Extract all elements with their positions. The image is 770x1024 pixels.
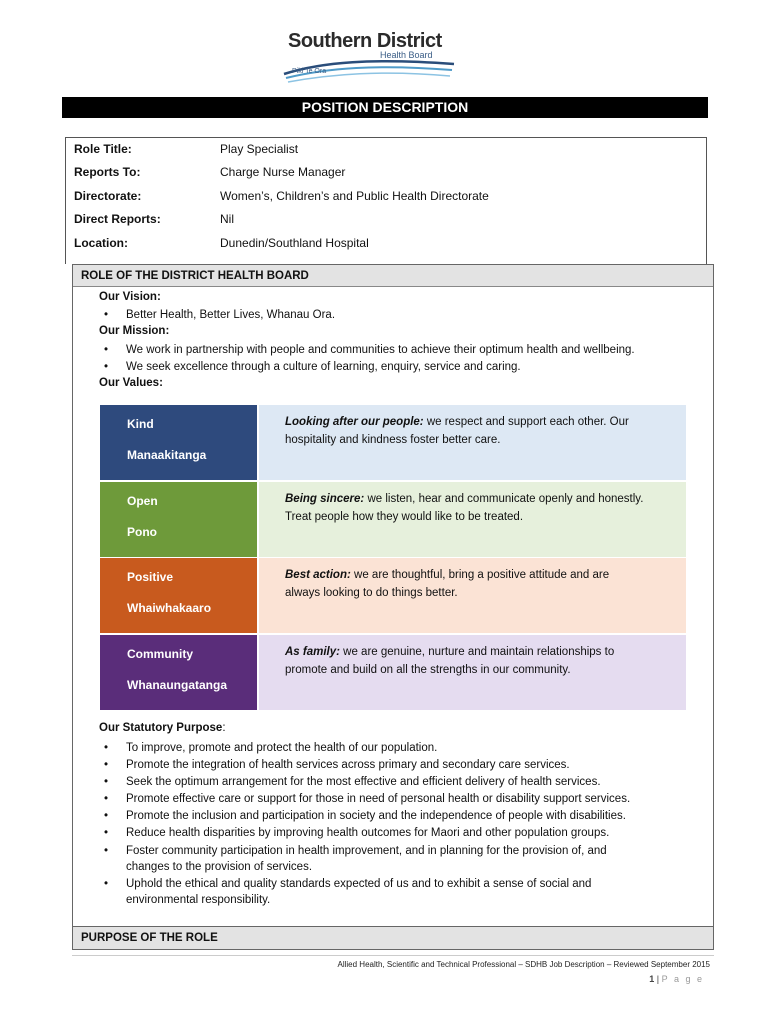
section-heading: ROLE OF THE DISTRICT HEALTH BOARD [73, 265, 713, 287]
info-label: Directorate: [74, 189, 142, 203]
list-item-text: changes to the provision of services. [126, 861, 313, 873]
value-english: Positive [127, 570, 174, 584]
list-item-text: environmental responsibility. [126, 894, 271, 906]
value-desc: always looking to do things better. [285, 587, 458, 599]
statutory-colon: : [222, 722, 226, 734]
value-desc-cell [259, 558, 686, 634]
value-name-cell [100, 405, 258, 481]
list-item-text: Reduce health disparities by improving health outcomes for Maori and other population groups. [126, 827, 610, 839]
bullet-icon: • [104, 827, 109, 839]
values-table [100, 405, 686, 711]
info-value: Charge Nurse Manager [220, 165, 346, 179]
value-name-cell [100, 558, 258, 634]
value-desc: Treat people how they would like to be treated. [285, 511, 524, 523]
value-name-cell [100, 482, 258, 558]
statutory-title-text: Our Statutory Purpose [99, 722, 223, 734]
info-value: Dunedin/Southland Hospital [220, 236, 369, 250]
info-value: Women’s, Children’s and Public Health Directorate [220, 189, 489, 203]
value-name-cell [100, 635, 258, 711]
value-lead: As family: [285, 646, 340, 658]
info-label: Direct Reports: [74, 212, 161, 226]
list-item-text: Seek the optimum arrangement for the most effective and efficient delivery of health services. [126, 776, 601, 788]
list-item-text: Promote effective care or support for those in need of personal health or disability support services. [126, 793, 631, 805]
list-item-text: We seek excellence through a culture of learning, enquiry, service and caring. [126, 361, 521, 373]
bullet-icon: • [104, 810, 109, 822]
bullet-icon: • [104, 776, 109, 788]
footer-text: Allied Health, Scientific and Technical Professional – SDHB Job Description – Reviewed September 2015 [337, 960, 710, 969]
vision-title: Our Vision: [99, 291, 161, 303]
value-row-community [100, 635, 686, 711]
value-english: Community [127, 647, 193, 661]
value-desc-cell [259, 482, 686, 558]
value-desc: hospitality and kindness foster better care. [285, 434, 501, 446]
bullet-icon: • [104, 742, 109, 754]
value-desc: we listen, hear and communicate openly and honestly. [364, 493, 644, 505]
value-maori: Whaiwhakaaro [127, 601, 212, 615]
value-english: Open [127, 494, 158, 508]
value-maori: Whanaungatanga [127, 678, 228, 692]
value-desc-cell [259, 405, 686, 481]
page-word: P a g e [661, 974, 704, 984]
purpose-section-heading: PURPOSE OF THE ROLE [72, 926, 714, 950]
page-number [600, 974, 704, 984]
bullet-icon: • [104, 309, 109, 321]
logo-title: Southern District [288, 30, 442, 52]
list-item-text: Promote the integration of health services across primary and secondary care services. [126, 759, 570, 771]
value-desc: we are genuine, nurture and maintain relationships to [339, 646, 615, 658]
sdhb-logo [282, 30, 457, 85]
info-value: Nil [220, 212, 234, 226]
mission-title: Our Mission: [99, 325, 170, 337]
statutory-title [99, 722, 226, 734]
info-value: Play Specialist [220, 142, 299, 156]
value-desc: we respect and support each other. Our [423, 416, 629, 428]
list-item-text: Better Health, Better Lives, Whanau Ora. [126, 309, 336, 321]
list-item-text: Promote the inclusion and participation in society and the independence of people with disabilities. [126, 810, 626, 822]
bullet-icon: • [104, 845, 109, 857]
bullet-icon: • [104, 361, 109, 373]
list-item-text: Uphold the ethical and quality standards expected of us and to exhibit a sense of social and [126, 878, 592, 890]
document-title: POSITION DESCRIPTION [62, 97, 708, 118]
value-desc: promote and build on all the strengths in our community. [285, 664, 571, 676]
info-label: Role Title: [74, 142, 132, 156]
value-lead: Looking after our people: [285, 416, 424, 428]
footer-divider [72, 955, 714, 956]
list-item-text: Foster community participation in health improvement, and in planning for the provision of, and [126, 845, 607, 857]
values-title: Our Values: [99, 377, 163, 389]
value-desc-cell [259, 635, 686, 711]
page-num: 1 [649, 974, 655, 984]
value-maori: Manaakitanga [127, 448, 207, 462]
logo-tagline: Piki Te Ora [292, 68, 327, 75]
value-row-open [100, 482, 686, 558]
bullet-icon: • [104, 759, 109, 771]
info-label: Location: [74, 236, 128, 250]
role-info-box [65, 137, 707, 264]
value-maori: Pono [127, 525, 157, 539]
value-row-positive [100, 558, 686, 634]
bullet-icon: • [104, 793, 109, 805]
value-row-kind [100, 405, 686, 481]
list-item-text: We work in partnership with people and communities to achieve their optimum health and wellbeing. [126, 344, 635, 356]
value-english: Kind [127, 417, 154, 431]
value-lead: Best action: [285, 569, 351, 581]
page-sep: | [654, 974, 662, 984]
list-item-text: To improve, promote and protect the health of our population. [126, 742, 438, 754]
bullet-icon: • [104, 878, 109, 890]
value-lead: Being sincere: [285, 493, 365, 505]
info-label: Reports To: [74, 165, 141, 179]
logo-subtitle: Health Board [380, 50, 433, 60]
value-desc: we are thoughtful, bring a positive attitude and are [350, 569, 610, 581]
bullet-icon: • [104, 344, 109, 356]
